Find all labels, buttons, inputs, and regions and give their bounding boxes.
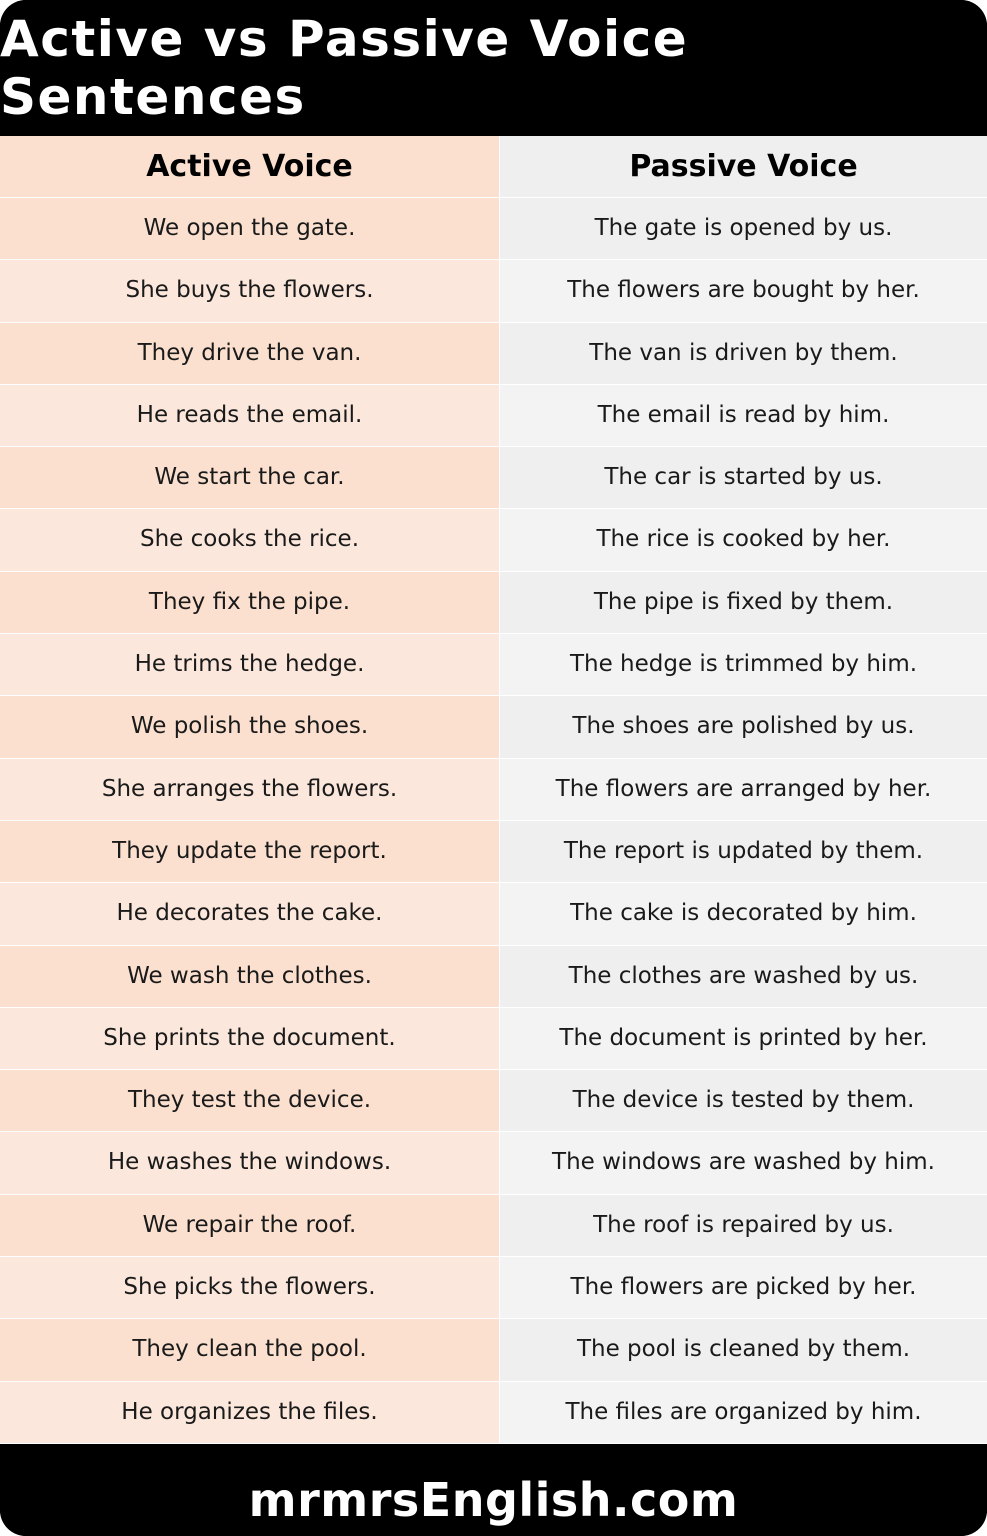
- passive-sentence: The pipe is fixed by them.: [500, 572, 987, 634]
- passive-sentence: The document is printed by her.: [500, 1008, 987, 1070]
- table-header-row: [0, 136, 987, 198]
- passive-sentence: The clothes are washed by us.: [500, 946, 987, 1008]
- table-row: [0, 821, 987, 883]
- passive-sentence: The gate is opened by us.: [500, 198, 987, 260]
- passive-sentence: The hedge is trimmed by him.: [500, 634, 987, 696]
- passive-sentence: The rice is cooked by her.: [500, 509, 987, 571]
- table-row: [0, 1008, 987, 1070]
- active-sentence: They test the device.: [0, 1070, 500, 1132]
- passive-sentence: The flowers are bought by her.: [500, 260, 987, 322]
- passive-sentence: The email is read by him.: [500, 385, 987, 447]
- active-sentence: We wash the clothes.: [0, 946, 500, 1008]
- table-row: [0, 447, 987, 509]
- table-row: [0, 198, 987, 260]
- column-header-passive-voice: Passive Voice: [500, 136, 987, 198]
- active-sentence: We open the gate.: [0, 198, 500, 260]
- passive-sentence: The report is updated by them.: [500, 821, 987, 883]
- table-row: [0, 1195, 987, 1257]
- page-title: Active vs Passive Voice Sentences: [0, 10, 689, 126]
- table-row: [0, 1382, 987, 1444]
- active-sentence: He trims the hedge.: [0, 634, 500, 696]
- table-row: [0, 385, 987, 447]
- active-sentence: They drive the van.: [0, 323, 500, 385]
- active-sentence: She arranges the flowers.: [0, 759, 500, 821]
- passive-sentence: The shoes are polished by us.: [500, 696, 987, 758]
- column-header-active-voice: Active Voice: [0, 136, 500, 198]
- table-row: [0, 1319, 987, 1381]
- passive-sentence: The device is tested by them.: [500, 1070, 987, 1132]
- passive-sentence: The car is started by us.: [500, 447, 987, 509]
- active-sentence: He decorates the cake.: [0, 883, 500, 945]
- active-sentence: We repair the roof.: [0, 1195, 500, 1257]
- active-sentence: He reads the email.: [0, 385, 500, 447]
- table-row: [0, 323, 987, 385]
- active-sentence: She picks the flowers.: [0, 1257, 500, 1319]
- active-sentence: We start the car.: [0, 447, 500, 509]
- site-branding: mrmrsEnglish.com: [248, 1472, 739, 1527]
- title-bar: [0, 0, 987, 136]
- table-row: [0, 1132, 987, 1194]
- active-sentence: They update the report.: [0, 821, 500, 883]
- active-sentence: She prints the document.: [0, 1008, 500, 1070]
- table-row: [0, 572, 987, 634]
- table-row: [0, 509, 987, 571]
- passive-sentence: The flowers are arranged by her.: [500, 759, 987, 821]
- active-sentence: They clean the pool.: [0, 1319, 500, 1381]
- table-row: [0, 759, 987, 821]
- passive-sentence: The pool is cleaned by them.: [500, 1319, 987, 1381]
- passive-sentence: The files are organized by him.: [500, 1382, 987, 1444]
- table-row: [0, 260, 987, 322]
- table-row: [0, 1257, 987, 1319]
- active-sentence: They fix the pipe.: [0, 572, 500, 634]
- passive-sentence: The cake is decorated by him.: [500, 883, 987, 945]
- active-sentence: She cooks the rice.: [0, 509, 500, 571]
- passive-sentence: The windows are washed by him.: [500, 1132, 987, 1194]
- active-sentence: We polish the shoes.: [0, 696, 500, 758]
- passive-sentence: The roof is repaired by us.: [500, 1195, 987, 1257]
- voice-comparison-table: [0, 136, 987, 1444]
- passive-sentence: The van is driven by them.: [500, 323, 987, 385]
- table-row: [0, 696, 987, 758]
- active-sentence: He organizes the files.: [0, 1382, 500, 1444]
- active-sentence: She buys the flowers.: [0, 260, 500, 322]
- active-sentence: He washes the windows.: [0, 1132, 500, 1194]
- table-row: [0, 883, 987, 945]
- footer-bar: [0, 1444, 987, 1536]
- passive-sentence: The flowers are picked by her.: [500, 1257, 987, 1319]
- table-row: [0, 946, 987, 1008]
- table-row: [0, 634, 987, 696]
- table-row: [0, 1070, 987, 1132]
